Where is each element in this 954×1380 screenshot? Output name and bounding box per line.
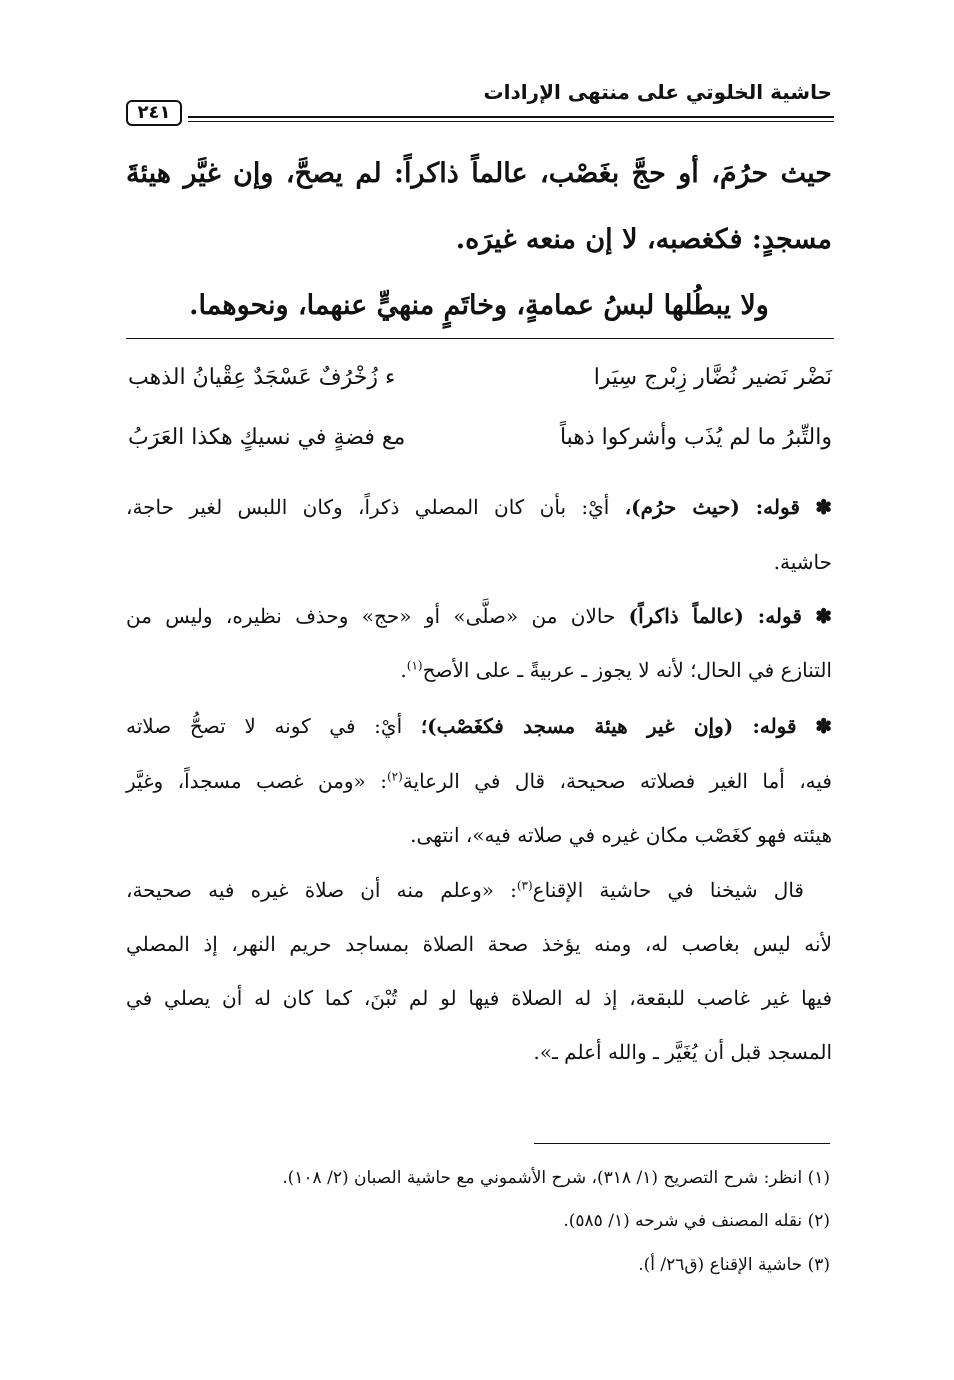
commentary-p1-line-2: حاشية. [773,550,832,574]
commentary-text: قال شيخنا في حاشية الإقناع [532,878,804,902]
footnote-divider [534,1143,830,1144]
verse-1-second-hemistich: ء زُخْرُفٌ عَسْجَدٌ عِقْيانُ الذهب [128,365,396,390]
paragraph-marker-icon: ✽ [815,714,833,738]
main-text-line-2: مسجدٍ: فكغصبه، لا إن منعه غيرَه. [455,224,832,255]
footnote-text: حاشية الإقناع (ق٢٦/ أ). [638,1255,803,1275]
commentary-text: فيه، أما الغير فصلاته صحيحة، قال في الرعاية [402,769,832,793]
commentary-p3-line-1 [126,714,832,738]
commentary-text: . [400,658,407,682]
footnote-3 [638,1255,830,1275]
footnote-1 [282,1168,830,1188]
quoted-lemma: قوله: (حيث حرُم)، [624,495,800,519]
paragraph-marker-icon: ✽ [815,495,833,519]
page-number: ٢٤١ [126,100,182,126]
commentary-p2-line-2 [126,658,832,682]
paragraph-marker-icon: ✽ [815,604,833,628]
footnote-text: نقله المصنف في شرحه (١/ ٥٨٥). [563,1211,803,1231]
commentary-p3-line-3: هيئته فهو كغَصْب مكان غيره في صلاته فيه»، انتهى. [410,823,832,847]
commentary-p4-line-1 [126,878,804,902]
running-header-title: حاشية الخلوتي على منتهى الإرادات [483,80,832,104]
footnote-2 [563,1211,830,1231]
commentary-text: حالان من «صلَّى» أو «حج» وحذف نظيره، وليس من [126,604,616,628]
commentary-text: : «وعلم منه أن صلاة غيره فيه صحيحة، [126,878,517,902]
verse-2-first-hemistich: والتِّبرُ ما لم يُذَب وأشركوا ذهباً [559,425,832,450]
verse-1-first-hemistich: نَضْر نَضير نُضَّار زِبْرج سِيَرا [593,365,832,390]
commentary-p4-line-3: فيها غير غاصب للبقعة، إذ له الصلاة فيها لو لم تُبْنَ، كما كان له أن يصلي في [126,986,832,1010]
commentary-p1-line-1 [126,495,832,519]
header-rule-thin [188,121,834,122]
commentary-text: أيْ: بأن كان المصلي ذكراً، وكان اللبس لغير حاجة، [126,495,610,519]
footnote-number: (٣) [807,1255,830,1275]
commentary-p4-line-4: المسجد قبل أن يُغَيَّر ـ والله أعلم ـ». [533,1040,832,1064]
commentary-text: أيْ: في كونه لا تصحُّ صلاته [126,714,403,738]
commentary-p3-line-2 [126,769,832,793]
quoted-lemma: قوله: (وإن غير هيئة مسجد فكغَصْب)؛ [420,714,797,738]
footnote-number: (٢) [807,1211,830,1231]
commentary-p4-line-2: لأنه ليس بغاصب له، ومنه يؤخذ صحة الصلاة بمساجد حريم النهر، إذ المصلي [126,932,832,956]
main-text-divider [126,338,834,339]
main-text-line-1: حيث حرُمَ، أو حجَّ بغَصْب، عالماً ذاكراً: لم يصحَّ، وإن غيَّر هيئةَ [126,158,832,189]
footnote-ref: (١) [406,658,423,673]
commentary-text: التنازع في الحال؛ لأنه لا يجوز ـ عربيةً ـ على الأصح [422,658,832,682]
commentary-p2-line-1 [126,604,832,628]
footnote-ref: (٣) [516,878,533,893]
verse-2-second-hemistich: مع فضةٍ في نسيكٍ هكذا العَرَبُ [128,425,406,450]
quoted-lemma: قوله: (عالماً ذاكراً) [628,604,802,628]
main-text-line-3: ولا يبطُلها لبسُ عمامةٍ، وخاتَمٍ منهيٍّ عنهما، ونحوهما. [189,290,769,321]
footnote-text: انظر: شرح التصريح (١/ ٣١٨)، شرح الأشموني مع حاشية الصبان (٢/ ١٠٨). [282,1168,803,1188]
header-rule [188,116,834,118]
footnote-number: (١) [807,1168,830,1188]
commentary-text: : «ومن غصب مسجداً، وغيَّر [126,769,387,793]
footnote-ref: (٢) [386,769,403,784]
